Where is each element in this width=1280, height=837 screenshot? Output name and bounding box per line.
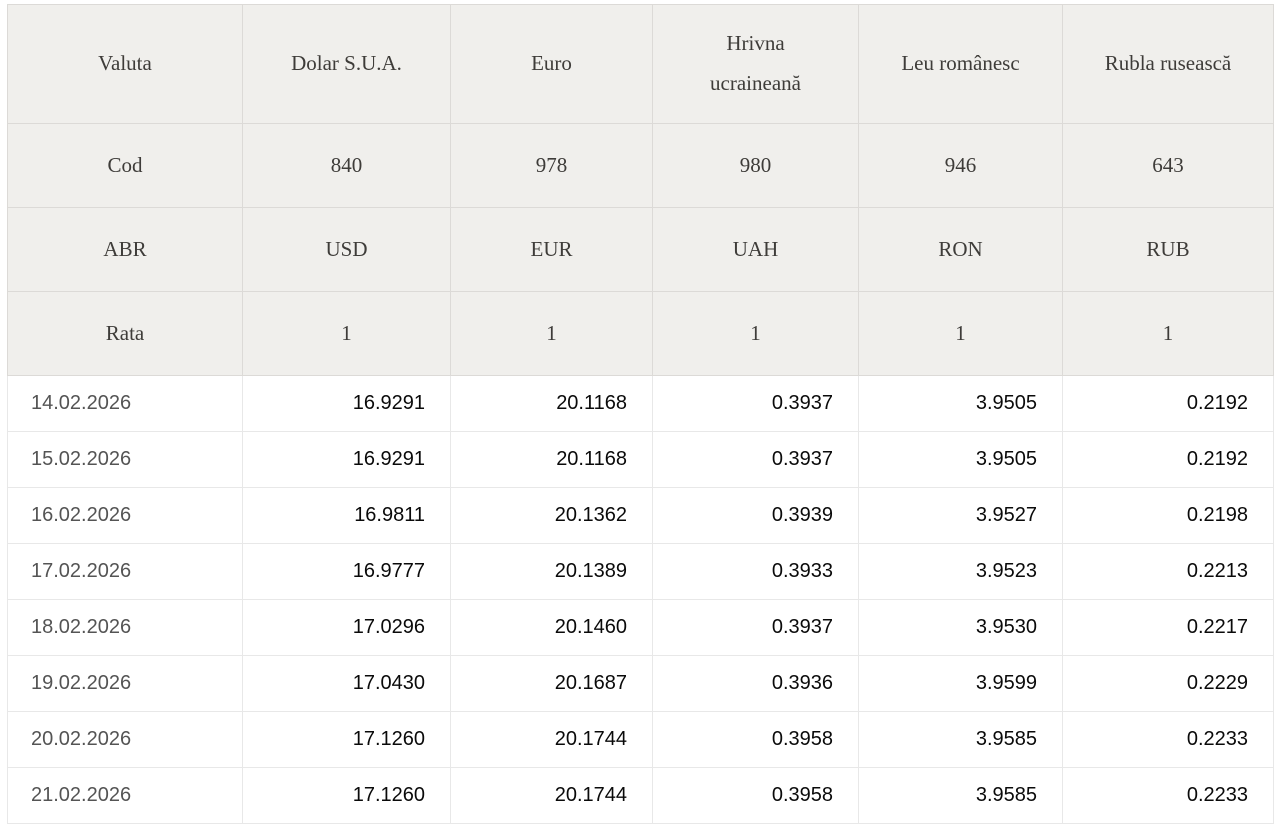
rub-rate-cell: 0.2198 bbox=[1063, 488, 1274, 544]
uah-rate-cell: 0.3958 bbox=[653, 768, 859, 824]
eur-rate-cell: 20.1389 bbox=[451, 544, 653, 600]
eur-rate-cell: 20.1168 bbox=[451, 376, 653, 432]
uah-rate-cell: 0.3958 bbox=[653, 712, 859, 768]
ron-rate-cell: 3.9530 bbox=[859, 600, 1063, 656]
eur-rate-cell: 20.1168 bbox=[451, 432, 653, 488]
rata-cell: 1 bbox=[859, 292, 1063, 376]
header-cell-ron: Leu românesc bbox=[859, 5, 1063, 124]
header-cell-eur: Euro bbox=[451, 5, 653, 124]
ron-rate-cell: 3.9527 bbox=[859, 488, 1063, 544]
meta-row-abr bbox=[8, 208, 1274, 292]
eur-rate-cell: 20.1687 bbox=[451, 656, 653, 712]
table-row bbox=[8, 600, 1274, 656]
header-cell-rub: Rubla rusească bbox=[1063, 5, 1274, 124]
abr-cell: USD bbox=[243, 208, 451, 292]
date-cell: 20.02.2026 bbox=[8, 712, 243, 768]
rub-rate-cell: 0.2217 bbox=[1063, 600, 1274, 656]
cod-cell: 840 bbox=[243, 124, 451, 208]
rata-cell: 1 bbox=[243, 292, 451, 376]
abr-cell: UAH bbox=[653, 208, 859, 292]
meta-row-rata bbox=[8, 292, 1274, 376]
uah-rate-cell: 0.3939 bbox=[653, 488, 859, 544]
cod-row-label: Cod bbox=[8, 124, 243, 208]
ron-rate-cell: 3.9523 bbox=[859, 544, 1063, 600]
rata-cell: 1 bbox=[1063, 292, 1274, 376]
table-row bbox=[8, 488, 1274, 544]
meta-row-cod bbox=[8, 124, 1274, 208]
date-cell: 15.02.2026 bbox=[8, 432, 243, 488]
eur-rate-cell: 20.1744 bbox=[451, 768, 653, 824]
date-cell: 18.02.2026 bbox=[8, 600, 243, 656]
cod-cell: 643 bbox=[1063, 124, 1274, 208]
uah-rate-cell: 0.3936 bbox=[653, 656, 859, 712]
ron-rate-cell: 3.9505 bbox=[859, 376, 1063, 432]
usd-rate-cell: 16.9291 bbox=[243, 432, 451, 488]
rub-rate-cell: 0.2192 bbox=[1063, 432, 1274, 488]
header-cell-usd: Dolar S.U.A. bbox=[243, 5, 451, 124]
eur-rate-cell: 20.1460 bbox=[451, 600, 653, 656]
date-cell: 21.02.2026 bbox=[8, 768, 243, 824]
uah-rate-cell: 0.3933 bbox=[653, 544, 859, 600]
uah-rate-cell: 0.3937 bbox=[653, 600, 859, 656]
table-row bbox=[8, 432, 1274, 488]
date-cell: 16.02.2026 bbox=[8, 488, 243, 544]
uah-rate-cell: 0.3937 bbox=[653, 432, 859, 488]
date-cell: 19.02.2026 bbox=[8, 656, 243, 712]
abr-cell: RUB bbox=[1063, 208, 1274, 292]
table-row bbox=[8, 544, 1274, 600]
table-row bbox=[8, 712, 1274, 768]
usd-rate-cell: 17.0430 bbox=[243, 656, 451, 712]
table-row bbox=[8, 768, 1274, 824]
ron-rate-cell: 3.9585 bbox=[859, 768, 1063, 824]
usd-rate-cell: 16.9291 bbox=[243, 376, 451, 432]
date-cell: 14.02.2026 bbox=[8, 376, 243, 432]
abr-cell: EUR bbox=[451, 208, 653, 292]
date-cell: 17.02.2026 bbox=[8, 544, 243, 600]
rub-rate-cell: 0.2233 bbox=[1063, 768, 1274, 824]
header-row-valuta bbox=[8, 5, 1274, 124]
usd-rate-cell: 17.1260 bbox=[243, 712, 451, 768]
rub-rate-cell: 0.2213 bbox=[1063, 544, 1274, 600]
usd-rate-cell: 16.9811 bbox=[243, 488, 451, 544]
abr-cell: RON bbox=[859, 208, 1063, 292]
rub-rate-cell: 0.2192 bbox=[1063, 376, 1274, 432]
ron-rate-cell: 3.9505 bbox=[859, 432, 1063, 488]
rata-cell: 1 bbox=[653, 292, 859, 376]
usd-rate-cell: 17.1260 bbox=[243, 768, 451, 824]
usd-rate-cell: 17.0296 bbox=[243, 600, 451, 656]
cod-cell: 978 bbox=[451, 124, 653, 208]
rata-row-label: Rata bbox=[8, 292, 243, 376]
exchange-rates-table bbox=[7, 4, 1274, 824]
header-cell-uah-text: Hrivna ucraineană bbox=[710, 31, 801, 95]
rata-cell: 1 bbox=[451, 292, 653, 376]
table-row bbox=[8, 376, 1274, 432]
usd-rate-cell: 16.9777 bbox=[243, 544, 451, 600]
uah-rate-cell: 0.3937 bbox=[653, 376, 859, 432]
ron-rate-cell: 3.9585 bbox=[859, 712, 1063, 768]
table-row bbox=[8, 656, 1274, 712]
abr-row-label: ABR bbox=[8, 208, 243, 292]
eur-rate-cell: 20.1362 bbox=[451, 488, 653, 544]
eur-rate-cell: 20.1744 bbox=[451, 712, 653, 768]
rub-rate-cell: 0.2229 bbox=[1063, 656, 1274, 712]
header-cell-valuta-label: Valuta bbox=[8, 5, 243, 124]
rub-rate-cell: 0.2233 bbox=[1063, 712, 1274, 768]
ron-rate-cell: 3.9599 bbox=[859, 656, 1063, 712]
header-cell-uah bbox=[653, 5, 859, 124]
cod-cell: 946 bbox=[859, 124, 1063, 208]
cod-cell: 980 bbox=[653, 124, 859, 208]
